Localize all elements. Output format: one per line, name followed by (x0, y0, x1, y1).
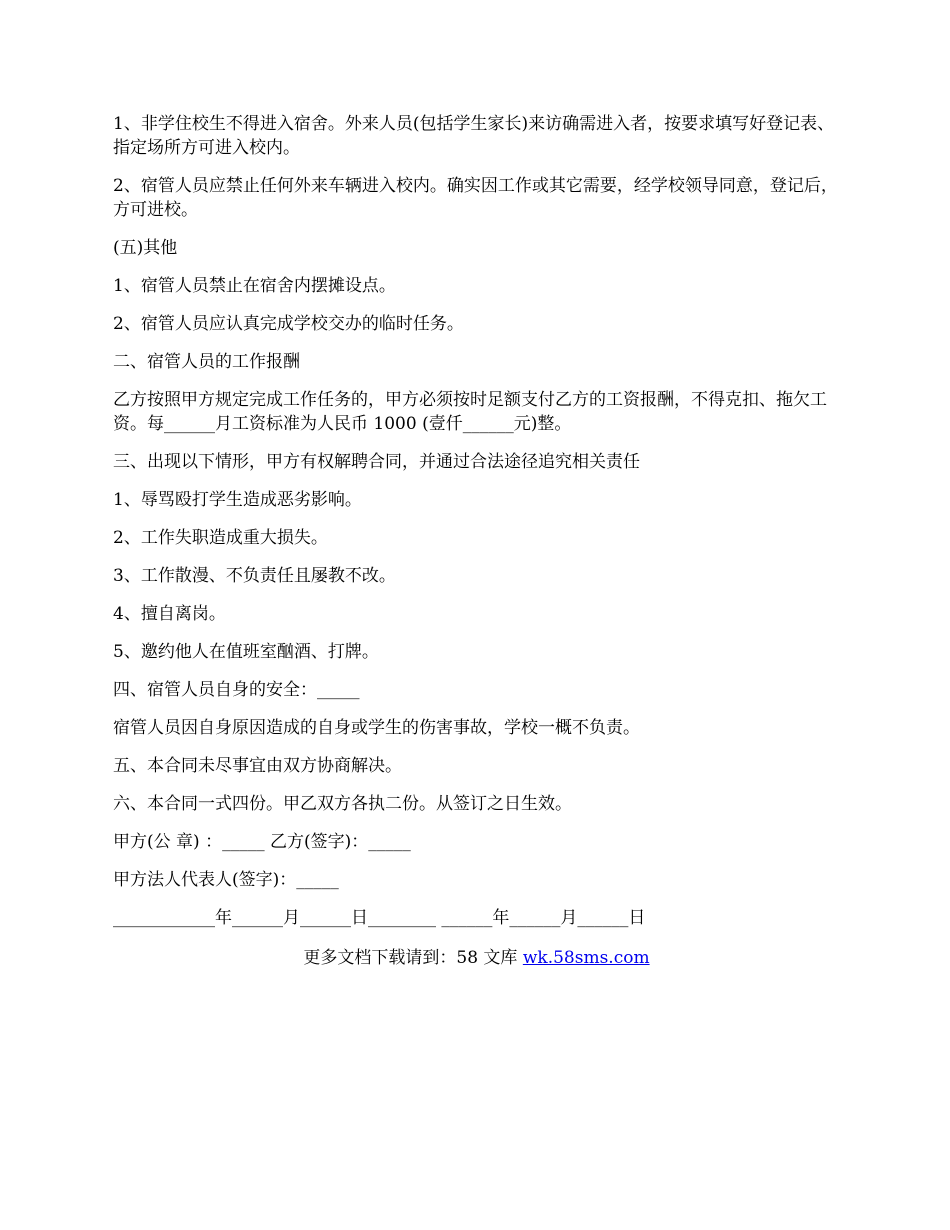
signature-line-parties: 甲方(公 章) ：_____ 乙方(签字)：_____ (113, 832, 411, 852)
paragraph-termination-5: 5、邀约他人在值班室酗酒、打牌。 (113, 642, 379, 662)
paragraph-liability: 宿管人员因自身原因造成的自身或学生的伤害事故，学校一概不负责。 (113, 718, 640, 738)
paragraph-vehicle-rule: 2、宿管人员应禁止任何外来车辆进入校内。确实因工作或其它需要，经学校领导同意，登记后，方可进校。 (113, 176, 838, 220)
paragraph-no-stalls: 1、宿管人员禁止在宿舍内摆摊设点。 (113, 276, 396, 296)
section-heading-copies: 六、本合同一式四份。甲乙双方各执二份。从签订之日生效。 (113, 794, 572, 814)
paragraph-termination-4: 4、擅自离岗。 (113, 604, 226, 624)
footer-text: 更多文档下载请到：58 文库 (303, 948, 523, 968)
section-heading-other: (五)其他 (113, 238, 178, 258)
section-heading-pay: 二、宿管人员的工作报酬 (113, 352, 300, 372)
section-heading-negotiation: 五、本合同未尽事宜由双方协商解决。 (113, 756, 402, 776)
paragraph-pay-terms: 乙方按照甲方规定完成工作任务的，甲方必须按时足额支付乙方的工资报酬，不得克扣、拖欠工资。每______月工资标准为人民币 1000 (壹仟______元)整。 (113, 390, 827, 434)
paragraph-temporary-tasks: 2、宿管人员应认真完成学校交办的临时任务。 (113, 314, 464, 334)
footer (113, 946, 840, 970)
signature-line-representative: 甲方法人代表人(签字)：_____ (113, 870, 339, 890)
paragraph-termination-3: 3、工作散漫、不负责任且屡教不改。 (113, 566, 396, 586)
section-heading-termination: 三、出现以下情形，甲方有权解聘合同，并通过合法途径追究相关责任 (113, 452, 640, 472)
date-line: ____________年______月______日________ ______年______月______日 (113, 908, 646, 928)
paragraph-termination-1: 1、辱骂殴打学生造成恶劣影响。 (113, 490, 362, 510)
paragraph-termination-2: 2、工作失职造成重大损失。 (113, 528, 328, 548)
paragraph-visitor-rule: 1、非学住校生不得进入宿舍。外来人员(包括学生家长)来访确需进入者，按要求填写好登记表、指定场所方可进入校内。 (113, 114, 835, 158)
footer-link[interactable]: wk.58sms.com (522, 948, 650, 968)
section-heading-safety: 四、宿管人员自身的安全：_____ (113, 680, 360, 700)
